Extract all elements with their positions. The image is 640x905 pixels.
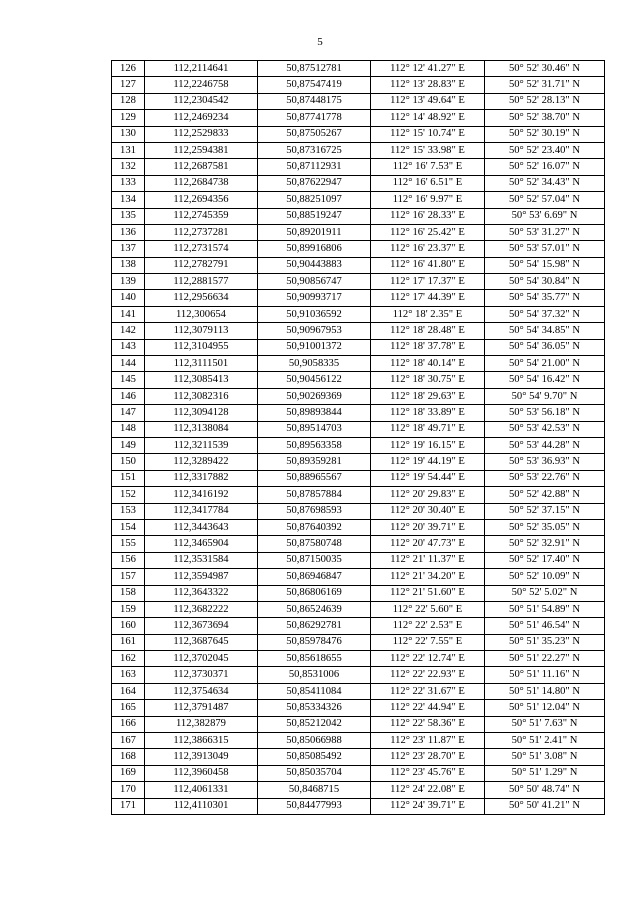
latitude-dms-cell: 50° 54' 16.42" N (485, 372, 605, 388)
point-number-cell: 155 (112, 536, 145, 552)
latitude-decimal-cell: 50,90856747 (258, 274, 371, 290)
point-number-cell: 144 (112, 356, 145, 372)
latitude-dms-cell: 50° 53' 31.27" N (485, 224, 605, 240)
coordinates-table (111, 60, 605, 815)
latitude-decimal-cell: 50,85978476 (258, 634, 371, 650)
longitude-dms-cell: 112° 18' 2.35" E (371, 306, 485, 322)
longitude-dms-cell: 112° 20' 29.83" E (371, 487, 485, 503)
latitude-dms-cell: 50° 52' 37.15" N (485, 503, 605, 519)
longitude-dms-cell: 112° 22' 58.36" E (371, 716, 485, 732)
table-row (112, 110, 605, 126)
point-number-cell: 166 (112, 716, 145, 732)
longitude-decimal-cell: 112,2694356 (145, 192, 258, 208)
point-number-cell: 137 (112, 241, 145, 257)
longitude-decimal-cell: 112,3443643 (145, 519, 258, 535)
table-row (112, 519, 605, 535)
latitude-decimal-cell: 50,87547419 (258, 77, 371, 93)
point-number-cell: 141 (112, 306, 145, 322)
longitude-dms-cell: 112° 18' 33.89" E (371, 405, 485, 421)
longitude-decimal-cell: 112,3085413 (145, 372, 258, 388)
longitude-dms-cell: 112° 22' 5.60" E (371, 601, 485, 617)
table-row (112, 339, 605, 355)
latitude-dms-cell: 50° 51' 7.63" N (485, 716, 605, 732)
latitude-dms-cell: 50° 51' 54.89" N (485, 601, 605, 617)
longitude-decimal-cell: 112,3594987 (145, 569, 258, 585)
point-number-cell: 159 (112, 601, 145, 617)
table-row (112, 454, 605, 470)
longitude-decimal-cell: 112,2594381 (145, 142, 258, 158)
latitude-dms-cell: 50° 54' 30.84" N (485, 274, 605, 290)
table-row (112, 159, 605, 175)
point-number-cell: 146 (112, 388, 145, 404)
longitude-dms-cell: 112° 15' 10.74" E (371, 126, 485, 142)
longitude-dms-cell: 112° 16' 25.42" E (371, 224, 485, 240)
longitude-dms-cell: 112° 12' 41.27" E (371, 61, 485, 77)
latitude-decimal-cell: 50,87741778 (258, 110, 371, 126)
table-row (112, 569, 605, 585)
latitude-dms-cell: 50° 52' 31.71" N (485, 77, 605, 93)
table-row (112, 405, 605, 421)
table-row (112, 667, 605, 683)
latitude-decimal-cell: 50,86524639 (258, 601, 371, 617)
latitude-dms-cell: 50° 52' 23.40" N (485, 142, 605, 158)
table-row (112, 388, 605, 404)
table-row (112, 765, 605, 781)
point-number-cell: 129 (112, 110, 145, 126)
longitude-decimal-cell: 112,3913049 (145, 749, 258, 765)
point-number-cell: 169 (112, 765, 145, 781)
longitude-dms-cell: 112° 19' 16.15" E (371, 437, 485, 453)
longitude-dms-cell: 112° 23' 28.70" E (371, 749, 485, 765)
latitude-decimal-cell: 50,85035704 (258, 765, 371, 781)
longitude-dms-cell: 112° 16' 23.37" E (371, 241, 485, 257)
table-row (112, 421, 605, 437)
latitude-dms-cell: 50° 52' 16.07" N (485, 159, 605, 175)
longitude-dms-cell: 112° 21' 11.37" E (371, 552, 485, 568)
table-row (112, 274, 605, 290)
table-row (112, 306, 605, 322)
latitude-decimal-cell: 50,89916806 (258, 241, 371, 257)
point-number-cell: 128 (112, 93, 145, 109)
table-row (112, 241, 605, 257)
point-number-cell: 153 (112, 503, 145, 519)
longitude-dms-cell: 112° 24' 22.08" E (371, 782, 485, 798)
longitude-decimal-cell: 112,2687581 (145, 159, 258, 175)
longitude-decimal-cell: 112,3317882 (145, 470, 258, 486)
latitude-dms-cell: 50° 54' 37.32" N (485, 306, 605, 322)
longitude-dms-cell: 112° 18' 29.63" E (371, 388, 485, 404)
longitude-dms-cell: 112° 19' 44.19" E (371, 454, 485, 470)
latitude-dms-cell: 50° 51' 3.08" N (485, 749, 605, 765)
latitude-decimal-cell: 50,86806169 (258, 585, 371, 601)
longitude-decimal-cell: 112,3416192 (145, 487, 258, 503)
latitude-dms-cell: 50° 53' 6.69" N (485, 208, 605, 224)
longitude-decimal-cell: 112,3079113 (145, 323, 258, 339)
point-number-cell: 136 (112, 224, 145, 240)
table-row (112, 651, 605, 667)
longitude-decimal-cell: 112,3082316 (145, 388, 258, 404)
table-row (112, 798, 605, 814)
latitude-decimal-cell: 50,88965567 (258, 470, 371, 486)
longitude-dms-cell: 112° 18' 28.48" E (371, 323, 485, 339)
latitude-decimal-cell: 50,87150035 (258, 552, 371, 568)
latitude-dms-cell: 50° 51' 14.80" N (485, 683, 605, 699)
longitude-dms-cell: 112° 15' 33.98" E (371, 142, 485, 158)
table-row (112, 77, 605, 93)
point-number-cell: 168 (112, 749, 145, 765)
latitude-decimal-cell: 50,90456122 (258, 372, 371, 388)
longitude-decimal-cell: 112,3211539 (145, 437, 258, 453)
longitude-dms-cell: 112° 22' 7.55" E (371, 634, 485, 650)
page-number: 5 (317, 36, 323, 48)
longitude-dms-cell: 112° 16' 6.51" E (371, 175, 485, 191)
point-number-cell: 133 (112, 175, 145, 191)
table-row (112, 618, 605, 634)
table-row (112, 437, 605, 453)
latitude-dms-cell: 50° 51' 46.54" N (485, 618, 605, 634)
longitude-dms-cell: 112° 20' 39.71" E (371, 519, 485, 535)
longitude-dms-cell: 112° 23' 45.76" E (371, 765, 485, 781)
longitude-dms-cell: 112° 22' 2.53" E (371, 618, 485, 634)
point-number-cell: 147 (112, 405, 145, 421)
longitude-decimal-cell: 112,3531584 (145, 552, 258, 568)
longitude-dms-cell: 112° 17' 44.39" E (371, 290, 485, 306)
point-number-cell: 171 (112, 798, 145, 814)
longitude-decimal-cell: 112,3417784 (145, 503, 258, 519)
longitude-decimal-cell: 112,3960458 (145, 765, 258, 781)
point-number-cell: 162 (112, 651, 145, 667)
table-row (112, 61, 605, 77)
longitude-decimal-cell: 112,2246758 (145, 77, 258, 93)
longitude-decimal-cell: 112,3791487 (145, 700, 258, 716)
latitude-dms-cell: 50° 52' 30.19" N (485, 126, 605, 142)
latitude-decimal-cell: 50,91036592 (258, 306, 371, 322)
longitude-decimal-cell: 112,2684738 (145, 175, 258, 191)
latitude-decimal-cell: 50,89201911 (258, 224, 371, 240)
latitude-decimal-cell: 50,88519247 (258, 208, 371, 224)
table-row (112, 192, 605, 208)
longitude-dms-cell: 112° 22' 31.67" E (371, 683, 485, 699)
table-row (112, 552, 605, 568)
latitude-decimal-cell: 50,87580748 (258, 536, 371, 552)
longitude-dms-cell: 112° 16' 7.53" E (371, 159, 485, 175)
latitude-dms-cell: 50° 51' 35.23" N (485, 634, 605, 650)
latitude-decimal-cell: 50,87622947 (258, 175, 371, 191)
longitude-decimal-cell: 112,3682222 (145, 601, 258, 617)
longitude-dms-cell: 112° 22' 12.74" E (371, 651, 485, 667)
longitude-decimal-cell: 112,2469234 (145, 110, 258, 126)
latitude-decimal-cell: 50,87316725 (258, 142, 371, 158)
latitude-dms-cell: 50° 53' 36.93" N (485, 454, 605, 470)
latitude-decimal-cell: 50,89514703 (258, 421, 371, 437)
latitude-decimal-cell: 50,87640392 (258, 519, 371, 535)
latitude-dms-cell: 50° 54' 34.85" N (485, 323, 605, 339)
point-number-cell: 139 (112, 274, 145, 290)
longitude-dms-cell: 112° 13' 49.64" E (371, 93, 485, 109)
latitude-decimal-cell: 50,85085492 (258, 749, 371, 765)
point-number-cell: 165 (112, 700, 145, 716)
longitude-decimal-cell: 112,3643322 (145, 585, 258, 601)
longitude-dms-cell: 112° 14' 48.92" E (371, 110, 485, 126)
longitude-decimal-cell: 112,3138084 (145, 421, 258, 437)
table-row (112, 356, 605, 372)
longitude-dms-cell: 112° 17' 17.37" E (371, 274, 485, 290)
latitude-dms-cell: 50° 54' 9.70" N (485, 388, 605, 404)
longitude-dms-cell: 112° 22' 22.93" E (371, 667, 485, 683)
longitude-dms-cell: 112° 16' 9.97" E (371, 192, 485, 208)
point-number-cell: 164 (112, 683, 145, 699)
longitude-dms-cell: 112° 24' 39.71" E (371, 798, 485, 814)
latitude-decimal-cell: 50,90967953 (258, 323, 371, 339)
point-number-cell: 131 (112, 142, 145, 158)
latitude-dms-cell: 50° 52' 10.09" N (485, 569, 605, 585)
point-number-cell: 156 (112, 552, 145, 568)
point-number-cell: 149 (112, 437, 145, 453)
latitude-dms-cell: 50° 51' 12.04" N (485, 700, 605, 716)
longitude-decimal-cell: 112,3104955 (145, 339, 258, 355)
longitude-decimal-cell: 112,3702045 (145, 651, 258, 667)
point-number-cell: 161 (112, 634, 145, 650)
latitude-decimal-cell: 50,8468715 (258, 782, 371, 798)
longitude-dms-cell: 112° 20' 30.40" E (371, 503, 485, 519)
latitude-dms-cell: 50° 53' 56.18" N (485, 405, 605, 421)
latitude-dms-cell: 50° 54' 15.98" N (485, 257, 605, 273)
latitude-decimal-cell: 50,89893844 (258, 405, 371, 421)
longitude-dms-cell: 112° 23' 11.87" E (371, 733, 485, 749)
longitude-decimal-cell: 112,2114641 (145, 61, 258, 77)
latitude-dms-cell: 50° 51' 22.27" N (485, 651, 605, 667)
latitude-dms-cell: 50° 51' 1.29" N (485, 765, 605, 781)
longitude-dms-cell: 112° 18' 30.75" E (371, 372, 485, 388)
point-number-cell: 151 (112, 470, 145, 486)
longitude-decimal-cell: 112,4110301 (145, 798, 258, 814)
latitude-dms-cell: 50° 53' 42.53" N (485, 421, 605, 437)
table-row (112, 487, 605, 503)
longitude-decimal-cell: 112,3687645 (145, 634, 258, 650)
longitude-decimal-cell: 112,3111501 (145, 356, 258, 372)
latitude-decimal-cell: 50,85212042 (258, 716, 371, 732)
coordinates-table-body (112, 61, 605, 815)
longitude-decimal-cell: 112,2731574 (145, 241, 258, 257)
latitude-decimal-cell: 50,87698593 (258, 503, 371, 519)
latitude-dms-cell: 50° 53' 57.01" N (485, 241, 605, 257)
longitude-decimal-cell: 112,2782791 (145, 257, 258, 273)
point-number-cell: 154 (112, 519, 145, 535)
point-number-cell: 167 (112, 733, 145, 749)
longitude-decimal-cell: 112,4061331 (145, 782, 258, 798)
longitude-decimal-cell: 112,3866315 (145, 733, 258, 749)
latitude-decimal-cell: 50,89359281 (258, 454, 371, 470)
table-row (112, 372, 605, 388)
point-number-cell: 130 (112, 126, 145, 142)
latitude-dms-cell: 50° 52' 57.04" N (485, 192, 605, 208)
longitude-decimal-cell: 112,2737281 (145, 224, 258, 240)
latitude-decimal-cell: 50,86946847 (258, 569, 371, 585)
longitude-decimal-cell: 112,3730371 (145, 667, 258, 683)
point-number-cell: 158 (112, 585, 145, 601)
latitude-dms-cell: 50° 53' 44.28" N (485, 437, 605, 453)
latitude-dms-cell: 50° 51' 11.16" N (485, 667, 605, 683)
point-number-cell: 150 (112, 454, 145, 470)
longitude-dms-cell: 112° 19' 54.44" E (371, 470, 485, 486)
longitude-decimal-cell: 112,3094128 (145, 405, 258, 421)
longitude-dms-cell: 112° 22' 44.94" E (371, 700, 485, 716)
point-number-cell: 163 (112, 667, 145, 683)
table-row (112, 142, 605, 158)
table-row (112, 208, 605, 224)
latitude-dms-cell: 50° 50' 41.21" N (485, 798, 605, 814)
latitude-decimal-cell: 50,90269369 (258, 388, 371, 404)
latitude-decimal-cell: 50,87512781 (258, 61, 371, 77)
latitude-decimal-cell: 50,90443883 (258, 257, 371, 273)
longitude-decimal-cell: 112,382879 (145, 716, 258, 732)
point-number-cell: 134 (112, 192, 145, 208)
table-row (112, 536, 605, 552)
point-number-cell: 132 (112, 159, 145, 175)
latitude-decimal-cell: 50,87112931 (258, 159, 371, 175)
latitude-dms-cell: 50° 53' 22.76" N (485, 470, 605, 486)
table-row (112, 175, 605, 191)
latitude-dms-cell: 50° 54' 35.77" N (485, 290, 605, 306)
table-row (112, 716, 605, 732)
table-row (112, 782, 605, 798)
point-number-cell: 148 (112, 421, 145, 437)
point-number-cell: 145 (112, 372, 145, 388)
point-number-cell: 138 (112, 257, 145, 273)
longitude-decimal-cell: 112,2881577 (145, 274, 258, 290)
latitude-decimal-cell: 50,87448175 (258, 93, 371, 109)
longitude-dms-cell: 112° 21' 34.20" E (371, 569, 485, 585)
table-row (112, 323, 605, 339)
longitude-dms-cell: 112° 20' 47.73" E (371, 536, 485, 552)
longitude-decimal-cell: 112,2304542 (145, 93, 258, 109)
longitude-dms-cell: 112° 18' 49.71" E (371, 421, 485, 437)
table-row (112, 634, 605, 650)
latitude-decimal-cell: 50,85066988 (258, 733, 371, 749)
longitude-dms-cell: 112° 18' 37.78" E (371, 339, 485, 355)
latitude-decimal-cell: 50,90993717 (258, 290, 371, 306)
latitude-decimal-cell: 50,87857884 (258, 487, 371, 503)
table-row (112, 93, 605, 109)
table-row (112, 733, 605, 749)
point-number-cell: 127 (112, 77, 145, 93)
latitude-dms-cell: 50° 54' 21.00" N (485, 356, 605, 372)
longitude-decimal-cell: 112,3673694 (145, 618, 258, 634)
table-row (112, 126, 605, 142)
table-row (112, 749, 605, 765)
latitude-dms-cell: 50° 52' 28.13" N (485, 93, 605, 109)
table-row (112, 601, 605, 617)
latitude-decimal-cell: 50,9058335 (258, 356, 371, 372)
latitude-dms-cell: 50° 51' 2.41" N (485, 733, 605, 749)
longitude-dms-cell: 112° 16' 41.80" E (371, 257, 485, 273)
latitude-decimal-cell: 50,91001372 (258, 339, 371, 355)
table-row (112, 503, 605, 519)
table-row (112, 470, 605, 486)
latitude-dms-cell: 50° 52' 32.91" N (485, 536, 605, 552)
longitude-decimal-cell: 112,3754634 (145, 683, 258, 699)
point-number-cell: 160 (112, 618, 145, 634)
latitude-dms-cell: 50° 54' 36.05" N (485, 339, 605, 355)
latitude-decimal-cell: 50,89563358 (258, 437, 371, 453)
longitude-dms-cell: 112° 21' 51.60" E (371, 585, 485, 601)
point-number-cell: 143 (112, 339, 145, 355)
latitude-dms-cell: 50° 50' 48.74" N (485, 782, 605, 798)
table-row (112, 700, 605, 716)
table-row (112, 224, 605, 240)
point-number-cell: 135 (112, 208, 145, 224)
point-number-cell: 140 (112, 290, 145, 306)
table-row (112, 585, 605, 601)
latitude-decimal-cell: 50,84477993 (258, 798, 371, 814)
longitude-dms-cell: 112° 16' 28.33" E (371, 208, 485, 224)
latitude-dms-cell: 50° 52' 38.70" N (485, 110, 605, 126)
longitude-dms-cell: 112° 18' 40.14" E (371, 356, 485, 372)
latitude-decimal-cell: 50,8531006 (258, 667, 371, 683)
latitude-dms-cell: 50° 52' 17.40" N (485, 552, 605, 568)
point-number-cell: 142 (112, 323, 145, 339)
longitude-decimal-cell: 112,3289422 (145, 454, 258, 470)
longitude-decimal-cell: 112,300654 (145, 306, 258, 322)
latitude-dms-cell: 50° 52' 30.46" N (485, 61, 605, 77)
table-row (112, 683, 605, 699)
latitude-decimal-cell: 50,85334326 (258, 700, 371, 716)
longitude-decimal-cell: 112,2745359 (145, 208, 258, 224)
latitude-decimal-cell: 50,85618655 (258, 651, 371, 667)
point-number-cell: 126 (112, 61, 145, 77)
table-row (112, 290, 605, 306)
latitude-decimal-cell: 50,88251097 (258, 192, 371, 208)
latitude-decimal-cell: 50,85411084 (258, 683, 371, 699)
table-row (112, 257, 605, 273)
latitude-decimal-cell: 50,86292781 (258, 618, 371, 634)
longitude-decimal-cell: 112,2956634 (145, 290, 258, 306)
longitude-decimal-cell: 112,2529833 (145, 126, 258, 142)
longitude-decimal-cell: 112,3465904 (145, 536, 258, 552)
latitude-dms-cell: 50° 52' 34.43" N (485, 175, 605, 191)
latitude-dms-cell: 50° 52' 35.05" N (485, 519, 605, 535)
latitude-dms-cell: 50° 52' 42.88" N (485, 487, 605, 503)
point-number-cell: 157 (112, 569, 145, 585)
point-number-cell: 152 (112, 487, 145, 503)
latitude-dms-cell: 50° 52' 5.02" N (485, 585, 605, 601)
point-number-cell: 170 (112, 782, 145, 798)
latitude-decimal-cell: 50,87505267 (258, 126, 371, 142)
longitude-dms-cell: 112° 13' 28.83" E (371, 77, 485, 93)
